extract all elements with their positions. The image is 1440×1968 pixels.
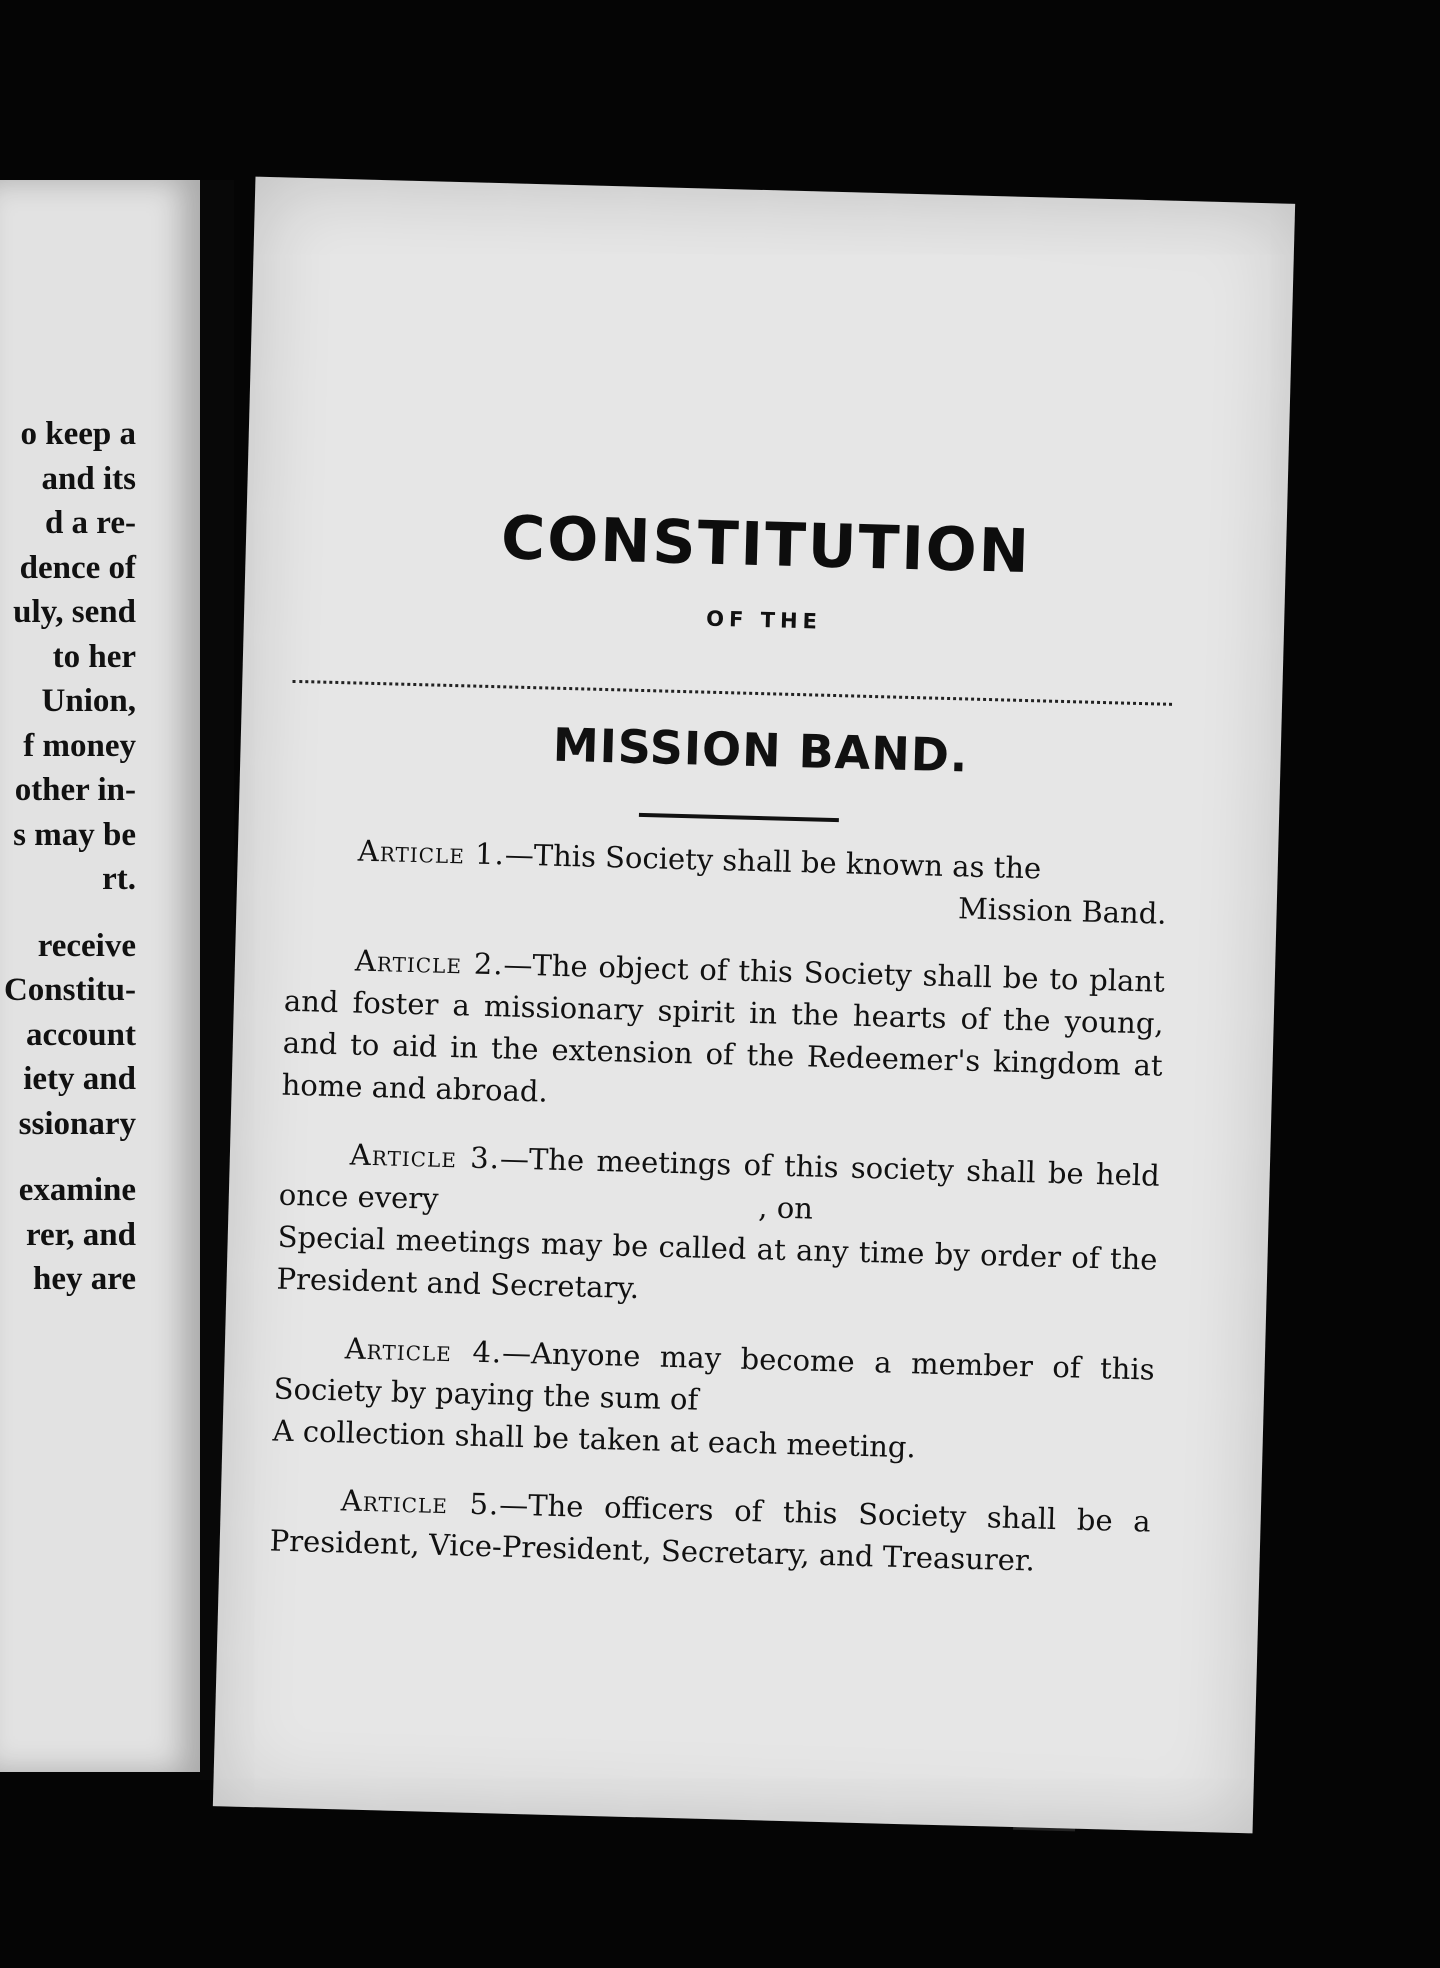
left-line: to her <box>52 638 136 675</box>
left-line: receive <box>37 927 136 964</box>
left-page-text <box>0 412 136 1302</box>
article-heading: Article 2. <box>354 943 505 982</box>
page-title: CONSTITUTION <box>500 503 1032 588</box>
article-heading: Article 5. <box>340 1483 500 1522</box>
left-line: f money <box>23 727 136 764</box>
article-2 <box>281 938 1165 1129</box>
left-page <box>0 180 200 1772</box>
left-line: ssionary <box>18 1105 136 1142</box>
left-line: hey are <box>33 1261 136 1297</box>
left-line: other in- <box>14 772 136 808</box>
article-text: —The object of this Society shall be to plant and foster a missionary spirit in the hearts of the young, and to aid in the extension of the Redeemer's kingdom at home and abroad. <box>281 947 1166 1109</box>
left-line: Constitu- <box>3 972 136 1008</box>
blank-space <box>698 1410 1078 1420</box>
left-line-gap <box>0 1146 136 1168</box>
article-text: —This Society shall be known as the <box>504 837 1042 886</box>
article-text: —The officers of this Society shall be a President, Vice-President, Secretary, and Treasurer. <box>269 1487 1152 1578</box>
band-title: MISSION BAND. <box>552 717 970 783</box>
left-line-gap <box>0 902 136 924</box>
short-divider <box>639 813 839 822</box>
article-text: A collection shall be taken at each meeting. <box>272 1413 917 1465</box>
left-line: o keep a <box>20 416 136 452</box>
article-4 <box>272 1326 1155 1475</box>
articles-list <box>269 828 1169 1611</box>
left-line: and its <box>41 460 136 497</box>
article-text: Special meetings may be called at any time by order of the President and Secretary. <box>276 1219 1158 1306</box>
left-line: dence of <box>19 549 136 586</box>
article-heading: Article 1. <box>357 833 506 872</box>
constitution-page <box>213 177 1295 1834</box>
left-line: rer, and <box>25 1216 136 1253</box>
article-heading: Article 4. <box>344 1331 503 1370</box>
left-line: account <box>26 1016 136 1053</box>
article-text: , on <box>757 1190 814 1226</box>
article-text: —The meetings of this society shall be held once every <box>278 1141 1161 1216</box>
article-1 <box>286 828 1168 935</box>
article-heading: Article 3. <box>349 1137 501 1176</box>
dotted-divider <box>292 680 1172 706</box>
left-line: rt. <box>102 861 136 897</box>
left-line: s may be <box>13 816 136 853</box>
left-line: examine <box>18 1172 136 1208</box>
article-3 <box>276 1132 1160 1323</box>
left-line: Union, <box>41 683 136 719</box>
blank-space <box>438 1209 758 1217</box>
left-line: iety and <box>23 1061 136 1097</box>
left-line: d a re- <box>44 505 136 541</box>
page-subtitle: OF THE <box>705 606 823 634</box>
article-5 <box>269 1478 1151 1585</box>
article-text-tail: Mission Band. <box>957 891 1167 931</box>
left-line: uly, send <box>13 594 136 630</box>
article-text: —Anyone may become a member of this Society by paying the sum of <box>273 1335 1156 1417</box>
